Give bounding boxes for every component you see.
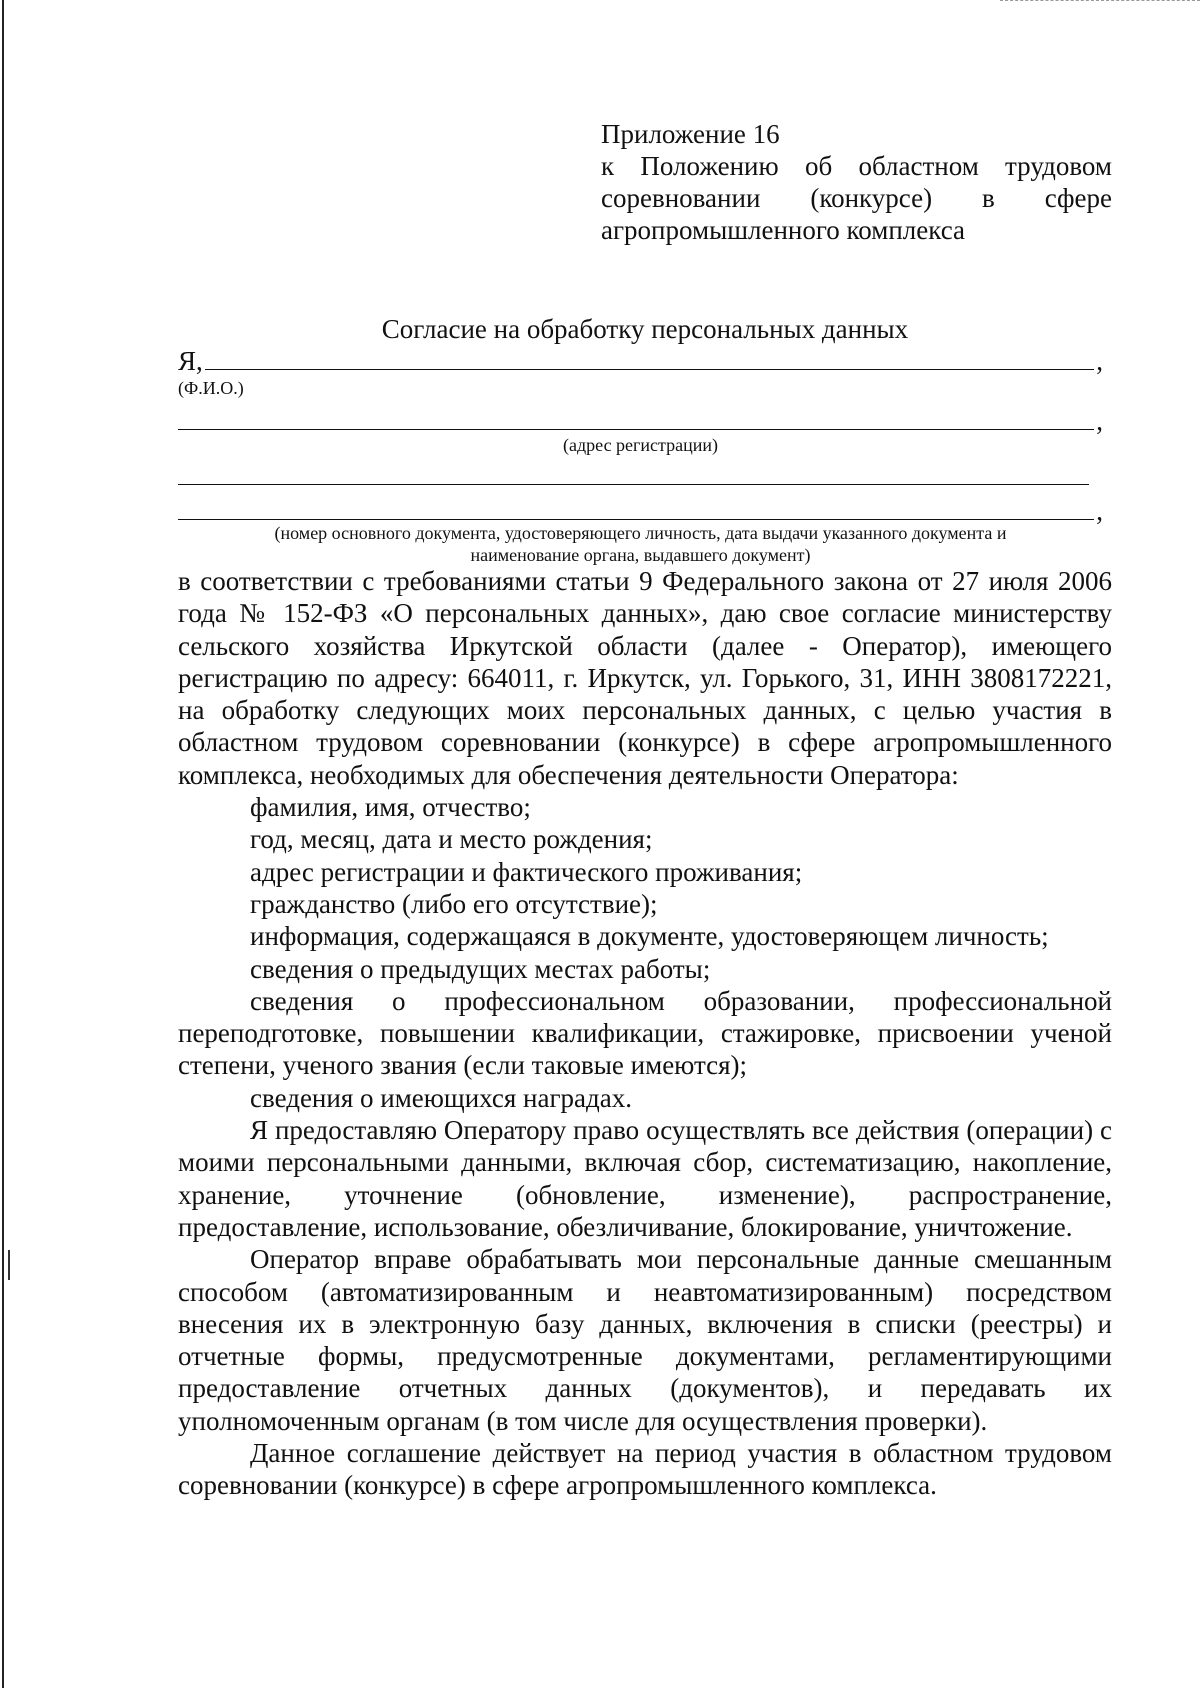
appendix-reference: к Положению об областном трудовом соревновании (конкурсе) в сфере агропромышленного комплекса <box>601 151 1112 245</box>
list-item: сведения о имеющихся наградах. <box>250 1082 633 1113</box>
scan-edge-mark <box>8 1250 10 1280</box>
address-caption: (адрес регистрации) <box>562 435 719 455</box>
document-field-1[interactable] <box>178 462 1089 485</box>
document-field-2[interactable] <box>178 497 1094 520</box>
fio-caption: (Ф.И.О.) <box>178 378 244 398</box>
list-item: сведения о предыдущих местах работы; <box>250 953 711 984</box>
document-comma: , <box>1096 496 1103 526</box>
list-item: сведения о профессиональном образовании, профессиональной переподготовке, повышении квалификации, стажировке, присвоении ученой степени, ученого звания (если таковые имеются); <box>178 985 1112 1081</box>
list-item: год, месяц, дата и место рождения; <box>250 824 653 855</box>
document-field-row-1 <box>178 462 1103 491</box>
address-field[interactable] <box>178 407 1094 430</box>
fio-field[interactable] <box>205 347 1094 370</box>
list-item: фамилия, имя, отчество; <box>250 792 531 823</box>
scan-left-edge <box>2 0 4 1688</box>
list-item: гражданство (либо его отсутствие); <box>250 888 658 919</box>
intro-paragraph: в соответствии с требованиями статьи 9 Федерального закона от 27 июля 2006 года № 152-ФЗ «О персональных данных», даю свое согласие министерству сельского хозяйства Иркутской области (далее - Оператор), имеющего регистрацию по адресу: 664011, г. Иркутск, ул. Горького, 31, ИНН 3808172221, на обработку следующих моих персональных данных, с целью участия в областном трудовом соревновании (конкурсе) в сфере агропромышленного комплекса, необходимых для обеспечения деятельности Оператора: <box>178 566 1112 790</box>
term-paragraph: Данное соглашение действует на период участия в областном трудовом соревновании (конкурсе) в сфере агропромышленного комплекса. <box>178 1438 1112 1501</box>
document-title: Согласие на обработку персональных данных <box>381 314 909 344</box>
rights-paragraph: Я предоставляю Оператору право осуществлять все действия (операции) с моими персональными данными, включая сбор, систематизацию, накопление, хранение, уточнение (обновление, изменение), распространение, предоставление, использование, обезличивание, блокирование, уничтожение. <box>178 1115 1112 1242</box>
list-item: информация, содержащаяся в документе, удостоверяющем личность; <box>250 921 1049 952</box>
appendix-number: Приложение 16 <box>601 119 780 149</box>
document-caption-line-2: наименование органа, выдавшего документ) <box>470 545 811 565</box>
consent-body <box>178 565 1112 1502</box>
address-comma: , <box>1096 406 1103 436</box>
fio-field-row <box>178 346 1103 376</box>
fio-comma: , <box>1096 346 1103 376</box>
address-field-row <box>178 406 1103 436</box>
document-caption-line-1: (номер основного документа, удостоверяющего личность, дата выдачи указанного документа и <box>274 523 1007 543</box>
processing-paragraph: Оператор вправе обрабатывать мои персональные данные смешанным способом (автоматизированным и неавтоматизированным) посредством внесения их в электронную базу данных, включения в списки (реестры) и отчетные формы, предусмотренные документами, регламентирующими предоставление отчетных данных (документов), и передавать их уполномоченным органам (в том числе для осуществления проверки). <box>178 1244 1112 1436</box>
scan-top-edge <box>1000 0 1200 2</box>
appendix-header <box>601 118 1112 246</box>
list-item: адрес регистрации и фактического проживания; <box>250 856 803 887</box>
fio-prefix: Я, <box>178 346 203 376</box>
